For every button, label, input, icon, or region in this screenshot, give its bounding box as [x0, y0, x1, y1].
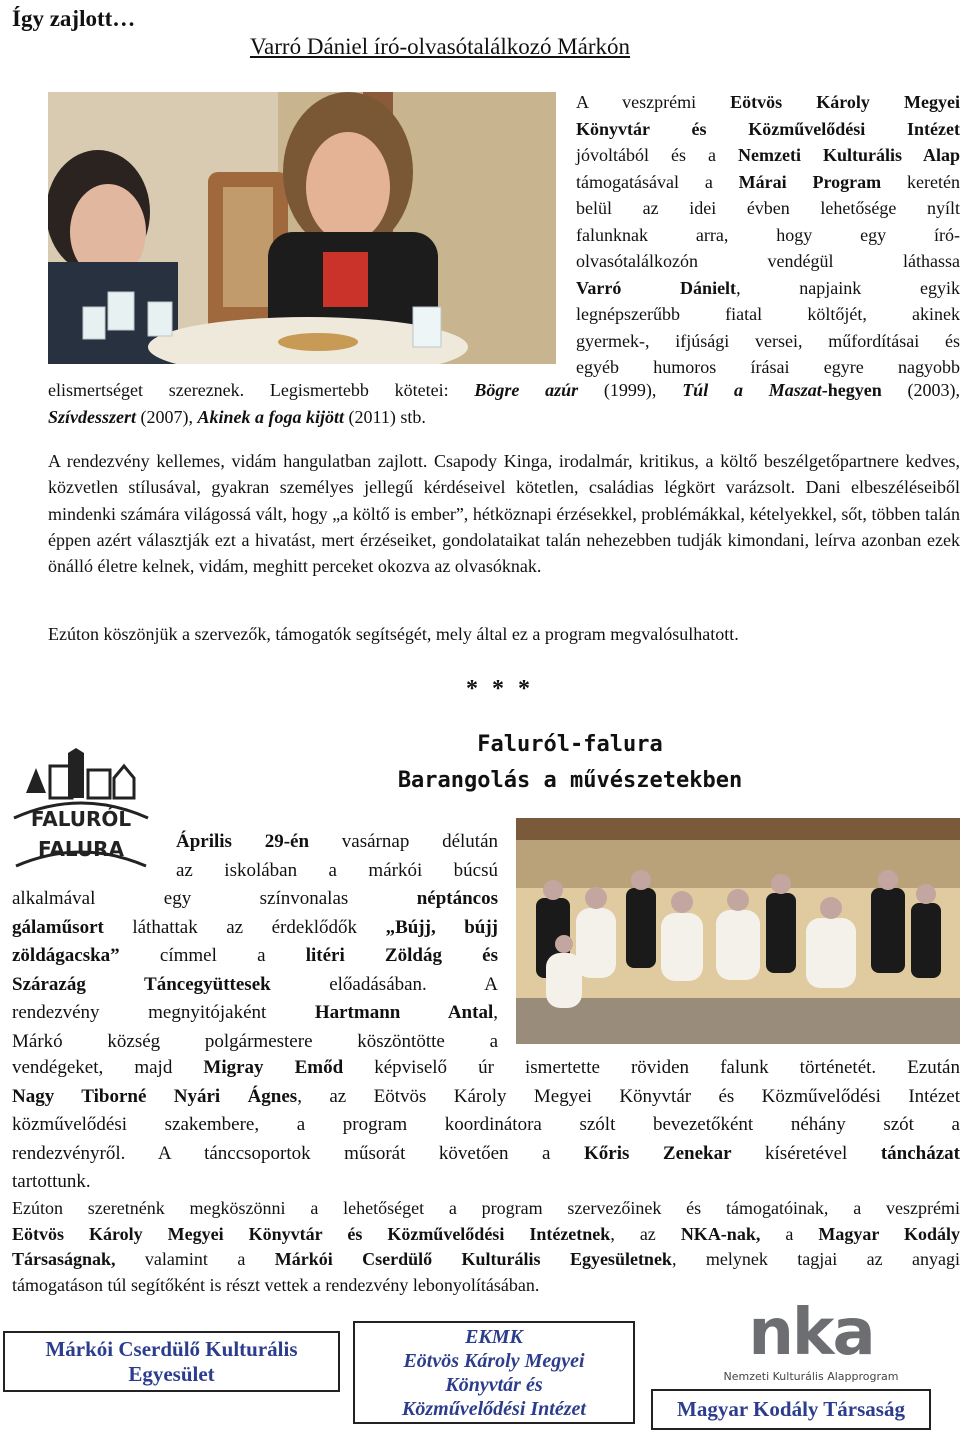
text-line [12, 1247, 960, 1273]
text-segment: valamint a [115, 1249, 275, 1270]
text-segment: Könyvtár és Közművelődési Intézet [576, 118, 960, 139]
book-title-1: Bögre azúr [474, 380, 579, 400]
text-segment: gyermek-, ifjúsági versei, műfordításai és [576, 330, 960, 351]
text-line [12, 942, 498, 971]
article2-title: Faluról-falura [477, 732, 663, 757]
text-line [12, 857, 498, 886]
text-segment: közművelődési szakembere, a program koordinátora szólt bevezetőként néhány szót a [12, 1114, 960, 1135]
book-year-4: (2011) stb. [344, 406, 426, 427]
text-segment: Április 29-én [176, 831, 310, 852]
text-segment: néptáncos [416, 888, 498, 909]
text-line [12, 1083, 960, 1112]
logo-text-bottom: FALURA [38, 837, 124, 861]
text-segment: , melynek tagjai az anyagi [671, 1249, 960, 1270]
text-segment: Eötvös Károly Megyei [730, 92, 960, 112]
text-segment: vendégeket, majd [12, 1057, 204, 1078]
text-segment: belül az idei évben lehetősége nyílt [576, 198, 960, 218]
nka-logo-subtitle: Nemzeti Kulturális Alapprogram [723, 1370, 899, 1383]
text-line [12, 914, 498, 943]
text-segment: Nagy Tiborné Nyári Ágnes [12, 1085, 298, 1107]
thanks-paragraph-1: Ezúton köszönjük a szervezők, támogatók segítségét, mely által ez a program megvalósulhatott. [48, 624, 739, 644]
text-segment: Magyar Kodály [818, 1223, 960, 1244]
text-line [12, 1054, 960, 1083]
text-segment: legnépszerűbb fiatal költőjét, akinek [576, 304, 960, 324]
text-segment: litéri Zöldág és [305, 945, 498, 966]
text-segment: Kőris Zenekar [584, 1142, 732, 1164]
text-segment: Márkó község polgármestere köszöntötte a [12, 1030, 498, 1052]
text-segment: rendezvény megnyitójaként [12, 1002, 315, 1023]
article2-subtitle: Barangolás a művészetekben [397, 768, 743, 793]
text-line [576, 169, 960, 196]
text-segment: falunknak arra, hogy egy író- [576, 224, 960, 245]
org-ekmk-line: Könyvtár és [445, 1374, 543, 1396]
text-segment: , [493, 1002, 498, 1023]
text-line [12, 1168, 960, 1197]
text-segment: Ezúton szeretnénk megköszönni a lehetőséget a program szervezőinek és támogatóinak, a veszprémi [12, 1198, 960, 1218]
text-line [576, 248, 960, 275]
text-segment: egyéb humoros írásai egyre nagyobb [576, 357, 960, 377]
event-paragraph: A rendezvény kellemes, vidám hangulatban zajlott. Csapody Kinga, irodalmár, kritikus, a költő beszélgetőpartnere kedves, közvetlen stílusával, gyakran személyes jellegű kérdéseivel kötetlen, családias légkört varázsolt. Dani elbeszéléseiből mindenki számára világossá vált, hogy „a költő is ember”, hétköznapi érzésekkel, problémákkal, kételyekkel, sőt, többen talán éppen azért választják ezt a hivatást, mert érzéseiket, gondolataikat talán nehezebben tudják kimondani, leírva azonban ezek önálló életre kelnek, vidám, meghitt perceket okozva az olvasóknak. [48, 451, 960, 577]
book-title-3: Szívdesszert [48, 406, 137, 427]
text-segment: tartottunk. [12, 1171, 91, 1192]
text-segment: vasárnap délután [309, 831, 499, 852]
text-segment: A veszprémi [576, 92, 731, 112]
book-year-2: (2003), [881, 380, 960, 400]
text-segment: Társaságnak, [12, 1249, 116, 1270]
text-segment: , napjaink egyik [736, 277, 960, 298]
org-kodaly-box [651, 1389, 931, 1430]
text-segment: támogatáson túl segítőként is részt vettek a rendezvény lebonyolításában. [12, 1275, 540, 1296]
text-line [12, 1196, 960, 1222]
text-segment: jóvoltából és a [576, 145, 738, 165]
text-line [576, 328, 960, 355]
text-segment: Márkói Cserdülő Kulturális Egyesületnek [274, 1249, 672, 1270]
text-line [12, 1111, 960, 1140]
text-segment: rendezvényről. A tánccsoportok műsorát követően a [12, 1142, 584, 1164]
text-segment: előadásában. A [270, 973, 498, 995]
continuation-text: elismertséget szereznek. Legismertebb kötetei: [48, 380, 475, 400]
reading-event-photo [48, 92, 556, 364]
text-line [576, 142, 960, 169]
text-line [576, 275, 960, 302]
book-title-4: Akinek a foga kijött [197, 406, 345, 427]
org-cserdulo-box [3, 1331, 340, 1392]
text-segment: olvasótalálkozón vendégül láthassa [576, 251, 960, 271]
text-segment: alkalmával egy színvonalas [12, 888, 417, 909]
text-segment: keretén [881, 171, 960, 192]
text-line [576, 301, 960, 328]
text-segment: az iskolában a márkói búcsú [176, 859, 498, 881]
text-line [12, 999, 498, 1028]
text-line [12, 1028, 498, 1057]
org-cserdulo-name: Márkói Cserdülő Kulturális Egyesület [45, 1337, 298, 1386]
text-segment: Hartmann Antal [314, 1002, 494, 1023]
text-segment: gálaműsort [12, 916, 104, 938]
nka-logo [686, 1296, 936, 1392]
book-year-1: (1999), [578, 380, 683, 400]
text-segment: láthattak az érdeklődők [103, 916, 386, 938]
text-segment: Nemzeti Kulturális Alap [738, 145, 960, 165]
text-segment: kíséretével [731, 1142, 881, 1164]
text-line [12, 971, 498, 1000]
text-segment: Eötvös Károly Megyei Könyvtár és Közművelődési Intézetnek [12, 1223, 611, 1244]
org-ekmk-line: Eötvös Károly Megyei [403, 1350, 585, 1372]
text-segment: Szárazág Táncegyüttesek [12, 973, 271, 995]
text-segment: Márai Program [738, 171, 882, 192]
text-segment: táncházat [880, 1142, 960, 1164]
book-title-2-suffix: -hegyen [821, 380, 882, 400]
text-line [576, 195, 960, 222]
book-title-2: Túl a Maszat [682, 380, 822, 400]
text-segment: képviselő úr ismertette röviden falunk történetét. Ezután [343, 1057, 960, 1078]
text-segment: , az [610, 1223, 681, 1244]
logo-text-top: FALURÓL [30, 807, 132, 831]
text-segment: NKA-nak, [680, 1223, 761, 1244]
text-line [576, 222, 960, 249]
org-kodaly-name: Magyar Kodály Társaság [677, 1397, 905, 1421]
text-line [12, 885, 498, 914]
org-ekmk-box [353, 1321, 635, 1424]
dance-paragraph-continuation [12, 1054, 960, 1197]
text-segment: címmel a [119, 945, 306, 966]
org-ekmk-line: EKMK [465, 1326, 523, 1348]
text-segment: „Bújj, bújj [385, 916, 498, 938]
article-title: Varró Dániel író-olvasótalálkozó Márkón [250, 34, 631, 59]
text-line [576, 89, 960, 116]
text-segment: , az Eötvös Károly Megyei Könyvtár és Közművelődési Intézet [297, 1085, 960, 1107]
intro-paragraph-continuation [48, 377, 960, 430]
section-separator: * * * [466, 676, 534, 702]
text-segment: a [760, 1223, 819, 1244]
text-segment: zöldágacska” [12, 945, 120, 966]
text-segment: Varró Dánielt [576, 277, 737, 298]
org-ekmk-line: Közművelődési Intézet [402, 1398, 586, 1420]
intro-paragraph-wrapped [576, 89, 960, 381]
text-line [12, 1273, 960, 1299]
book-year-3: (2007), [136, 406, 198, 427]
text-segment: támogatásával a [576, 171, 739, 192]
folk-dance-photo [516, 818, 960, 1044]
nka-logo-text: nka [748, 1296, 874, 1370]
text-line [576, 116, 960, 143]
text-segment: Migray Emőd [203, 1057, 344, 1078]
page-kicker: Így zajlott… [12, 6, 136, 31]
text-line [12, 828, 498, 857]
text-line [12, 1140, 960, 1169]
text-line [12, 1222, 960, 1248]
dance-paragraph-wrapped [12, 828, 498, 1056]
thanks-paragraph-2 [12, 1196, 960, 1299]
